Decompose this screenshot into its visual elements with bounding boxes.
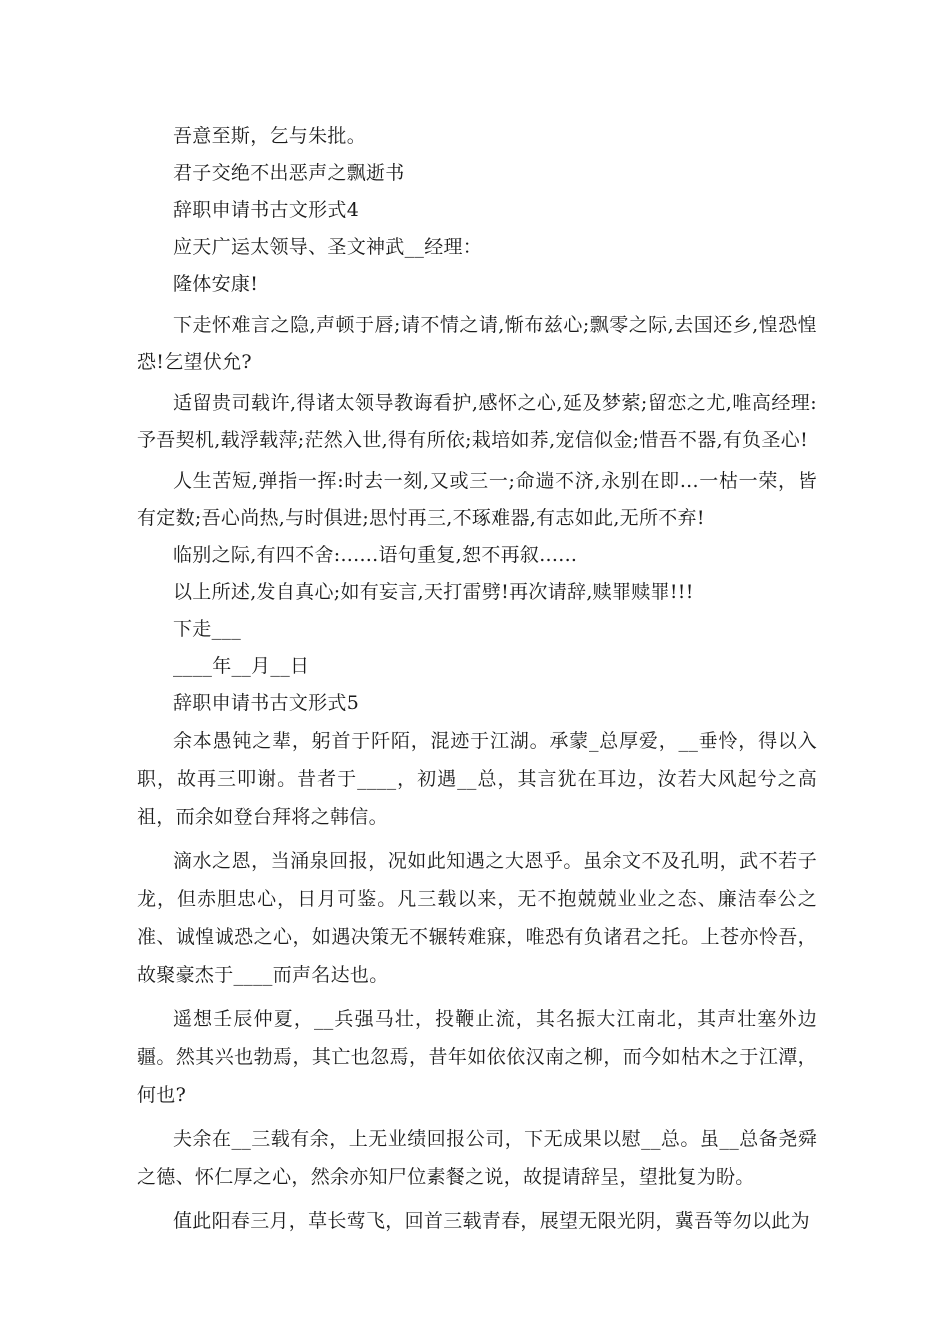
section-5-paragraph: 余本愚钝之辈，躬首于阡陌，混迹于江湖。承蒙_总厚爱，__垂怜，得以入职，故再三叩谢。昔者于____，初遇__总，其言犹在耳边，汝若大风起兮之高祖，而余如登台拜将之韩信。: [137, 730, 817, 828]
salutation: 应天广运太领导、圣文神武__经理：: [173, 236, 483, 258]
sender-signoff: 下走___: [173, 618, 242, 640]
section-4-title: 辞职申请书古文形式4: [173, 199, 360, 221]
date-signoff: ____年__月__日: [173, 655, 310, 677]
section-5-paragraph: 夫余在__三载有余，上无业绩回报公司，下无成果以慰__总。虽__总备尧舜之德、怀仁厚之心，然余亦知尸位素餐之说，故提请辞呈，望批复为盼。: [137, 1128, 817, 1188]
document-body: [137, 118, 817, 1240]
section-5-paragraph: 值此阳春三月，草长莺飞，回首三载青春，展望无限光阴，冀吾等勿以此为: [173, 1210, 810, 1232]
section-4-paragraph: 临别之际,有四不舍:......语句重复,恕不再叙......: [173, 544, 578, 566]
greeting: 隆体安康!: [173, 273, 259, 295]
signature-line: 君子交绝不出恶声之飘逝书: [173, 162, 405, 184]
section-4-paragraph: 人生苦短,弹指一挥:时去一刻,又或三一;命遄不济,永别在即...一枯一荣，皆有定数;吾心尚热,与时俱进;思忖再三,不琢难器,有志如此,无所不弃!: [137, 470, 817, 529]
section-4-paragraph: 下走怀难言之隐,声顿于唇;请不情之请,惭布兹心;飘零之际,去国还乡,惶恐惶恐!乞望伏允?: [137, 314, 817, 373]
section-4-paragraph: 适留贵司载许,得诸太领导教诲看护,感怀之心,延及梦萦;留恋之尤,唯高经理:予吾契机,载浮载萍;茫然入世,得有所依;栽培如荞,宠信似金;惜吾不器,有负圣心!: [137, 392, 817, 451]
section-5-title: 辞职申请书古文形式5: [173, 692, 360, 714]
section-5-paragraph: 滴水之恩，当涌泉回报，况如此知遇之大恩乎。虽余文不及孔明，武不若子龙，但赤胆忠心，日月可鉴。凡三载以来，无不抱兢兢业业之态、廉洁奉公之准、诚惶诚恐之心，如遇决策无不辗转难寐，唯恐有负诸君之托。上苍亦怜吾，故聚豪杰于____而声名达也。: [137, 850, 817, 986]
section-4-paragraph: 以上所述,发自真心;如有妄言,天打雷劈!再次请辞,赎罪赎罪!!!: [173, 581, 694, 603]
closing-line: 吾意至斯，乞与朱批。: [173, 125, 367, 147]
section-5-paragraph: 遥想壬辰仲夏，__兵强马壮，投鞭止流，其名振大江南北，其声壮塞外边疆。然其兴也勃焉，其亡也忽焉，昔年如依依汉南之柳，而今如枯木之于江潭，何也?: [137, 1008, 817, 1106]
